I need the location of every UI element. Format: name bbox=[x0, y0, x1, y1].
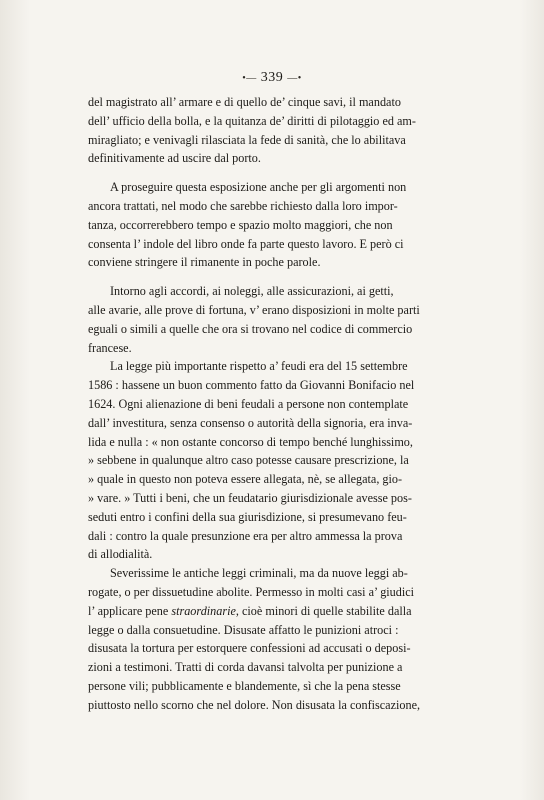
page-header bbox=[0, 70, 544, 86]
text-line: di allodialità. bbox=[88, 547, 153, 562]
text-line: dali : contro la quale presunzione era per altro ammessa la prova bbox=[88, 528, 403, 543]
page-number: 339 bbox=[260, 70, 284, 85]
text-line: dell’ ufficio della bolla, e la quitanza de’ diritti di pilotaggio ed am- bbox=[88, 113, 416, 128]
text-line: dall’ investitura, senza consenso o autorità della signoria, era inva- bbox=[88, 415, 413, 430]
paragraph bbox=[88, 564, 457, 714]
text-line: Intorno agli accordi, ai noleggi, alle assicurazioni, ai getti, bbox=[110, 284, 394, 299]
text-line: persone vili; pubblicamente e blandemente, sì che la pena stesse bbox=[88, 678, 401, 693]
text-line: rogate, o per dissuetudine abolite. Permesso in molti casi a’ giudici bbox=[88, 584, 415, 599]
text-line: disusata la tortura per estorquere confessioni ad accusati o deposi- bbox=[88, 641, 411, 656]
text-line: miragliato; e venivagli rilasciata la fede di sanità, che lo abilitava bbox=[88, 132, 406, 147]
text-line: » vare. » Tutti i beni, che un feudatario giurisdizionale avesse pos- bbox=[88, 490, 412, 505]
paragraph bbox=[88, 178, 457, 272]
text-line: conviene stringere il rimanente in poche parole. bbox=[88, 255, 321, 270]
text-line: alle avarie, alle prove di fortuna, v’ erano disposizioni in molte parti bbox=[88, 302, 420, 317]
text-line: l’ applicare pene straordinarie, cioè minori di quelle stabilite dalla bbox=[88, 603, 412, 618]
text-line: Severissime le antiche leggi criminali, ma da nuove leggi ab- bbox=[110, 566, 408, 581]
text-line: francese. bbox=[88, 340, 132, 355]
right-ornament-icon: —• bbox=[287, 73, 302, 84]
text-line: piuttosto nello scorno che nel dolore. Non disusata la confiscazione, bbox=[88, 697, 421, 712]
text-line: 1624. Ogni alienazione di beni feudali a persone non contemplate bbox=[88, 396, 409, 411]
italic-term: straordinarie bbox=[171, 603, 236, 618]
text-line: 1586 : hassene un buon commento fatto da Giovanni Bonifacio nel bbox=[88, 378, 415, 393]
paragraph bbox=[88, 282, 457, 357]
paragraph bbox=[88, 357, 457, 564]
text-line: legge o dalla consuetudine. Disusate affatto le punizioni atroci : bbox=[88, 622, 399, 637]
text-line: A proseguire questa esposizione anche per gli argomenti non bbox=[110, 180, 407, 195]
text-line: lida e nulla : « non ostante concorso di tempo benché lunghissimo, bbox=[88, 434, 413, 449]
text-line: » quale in questo non poteva essere allegata, nè, se allegata, gio- bbox=[88, 472, 403, 487]
text-line: del magistrato all’ armare e di quello de’ cinque savi, il mandato bbox=[88, 95, 401, 109]
left-ornament-icon: •— bbox=[242, 73, 257, 84]
text-line: seduti entro i confini della sua giurisdizione, si presumevano feu- bbox=[88, 509, 407, 524]
page-body bbox=[88, 93, 457, 715]
text-line: eguali o simili a quelle che ora si trovano nel codice di commercio bbox=[88, 321, 413, 336]
text-line: definitivamente ad uscire dal porto. bbox=[88, 151, 261, 166]
paragraph bbox=[88, 93, 457, 168]
text-line: zioni a testimoni. Tratti di corda davansi talvolta per punizione a bbox=[88, 660, 403, 675]
text-line: ancora trattati, nel modo che sarebbe richiesto dalla loro impor- bbox=[88, 198, 398, 213]
text-line: tanza, occorrerebbero tempo e spazio molto maggiori, che non bbox=[88, 217, 393, 232]
text-line: La legge più importante rispetto a’ feudi era del 15 settembre bbox=[110, 359, 408, 374]
text-line: » sebbene in qualunque altro caso potesse causare prescrizione, la bbox=[88, 453, 409, 468]
text-line: consenta l’ indole del libro onde fa parte questo lavoro. E però ci bbox=[88, 236, 404, 251]
